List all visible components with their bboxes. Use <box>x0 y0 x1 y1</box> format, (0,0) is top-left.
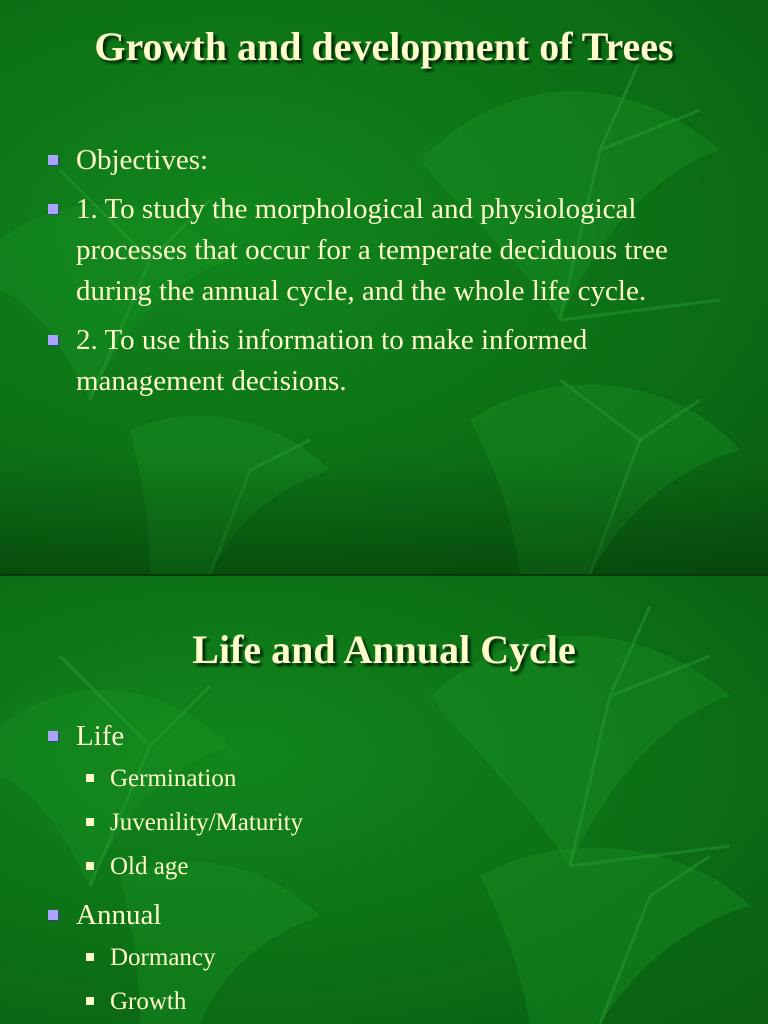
square-bullet-icon <box>48 155 58 165</box>
list-item <box>46 716 706 889</box>
small-square-bullet-icon <box>86 818 94 826</box>
square-bullet-icon <box>48 731 58 741</box>
bottom-shade <box>0 454 768 574</box>
objectives-list <box>46 140 706 410</box>
cycle-list <box>46 716 706 1024</box>
square-bullet-icon <box>48 204 58 214</box>
slide-2-title: Life and Annual Cycle <box>192 627 576 672</box>
slide-1-title: Growth and development of Trees <box>94 24 674 69</box>
list-item <box>46 895 706 1024</box>
sub-list-item: Dormancy <box>76 936 706 980</box>
sub-list-item: Juvenility/Maturity <box>76 801 706 845</box>
list-item: Objectives: <box>46 140 706 181</box>
section-label-life: Life <box>76 720 125 752</box>
sub-list-item: Growth <box>76 980 706 1024</box>
small-square-bullet-icon <box>86 953 94 961</box>
list-item: 2. To use this information to make informed management decisions. <box>46 320 706 402</box>
square-bullet-icon <box>48 910 58 920</box>
small-square-bullet-icon <box>86 862 94 870</box>
square-bullet-icon <box>48 335 58 345</box>
sub-list-item: Old age <box>76 845 706 889</box>
sub-list-item: Germination <box>76 757 706 801</box>
annual-sublist <box>76 936 706 1024</box>
small-square-bullet-icon <box>86 997 94 1005</box>
list-item: 1. To study the morphological and physiological processes that occur for a temperate deciduous tree during the annual cycle, and the whole life cycle. <box>46 189 706 312</box>
small-square-bullet-icon <box>86 774 94 782</box>
section-label-annual: Annual <box>76 899 162 931</box>
life-sublist <box>76 757 706 889</box>
